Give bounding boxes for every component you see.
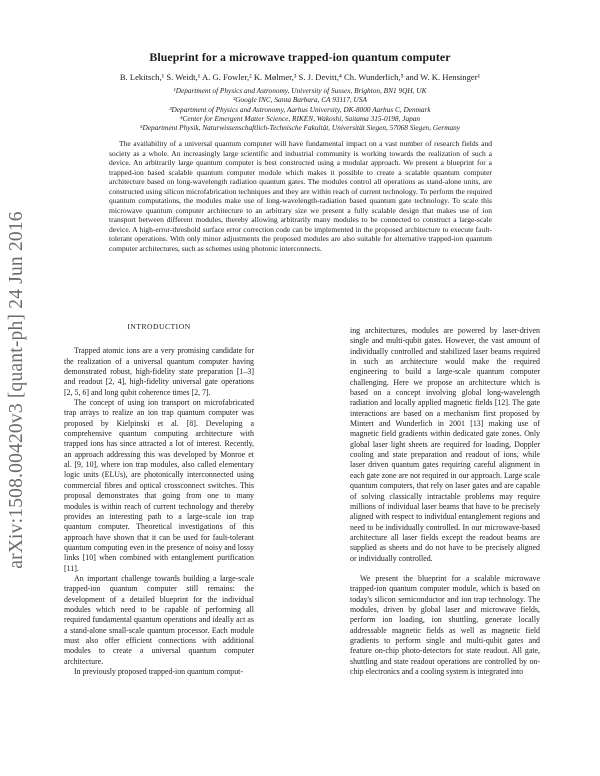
arxiv-identifier[interactable]: arXiv:1508.00420v3 [quant-ph] 24 Jun 2016 — [6, 211, 27, 569]
arxiv-identifier-margin — [2, 198, 32, 582]
abstract-text: The availability of a universal quantum computer will have fundamental impact on a vast number of research fields and society as a whole. An increasingly large scientific and industrial community is working towards the realization of such a device. An arbitrarily large quantum computer is best constructed using a modular approach. We present a blueprint for a trapped-ion based scalable quantum computer module which makes it possible to create a scalable quantum computer architecture based on long-wavelength radiation quantum gates. The modules control all operations as stand-alone units, are constructed using silicon microfabrication techniques and they are within reach of current technology. To perform the required quantum computations, the modules make use of long-wavelength-radiation based quantum gate technology. To scale this microwave quantum computer architecture to an arbitrary size we present a fully scalable design that makes use of ion transport between different modules, thereby allowing arbitrarily many modules to be connected to construct a large-scale device. A high-error-threshold surface error correction code can be implemented in the proposed architecture to execute fault-tolerant operations. With only minor adjustments the proposed modules are also suitable for alternative trapped-ion quantum computer architectures, such as schemes using photonic interconnects. — [109, 139, 492, 254]
abstract — [109, 139, 492, 254]
body-paragraph: Trapped atomic ions are a very promising candidate for the realization of a universal quantum computer having demonstrated robust, high-fidelity state preparation [1–3] and readout [2, 4], high-fidelity universal gate operations [2, 5, 6] and long qubit coherence times [2, 7]. — [64, 346, 254, 397]
body-paragraph: The concept of using ion transport on microfabricated trap arrays to realize an ion trap quantum computer was proposed by Kielpinski et al. [8]. Developing a comprehensive quantum computing architecture with trapped ions has since attracted a lot of interest. Recently, an approach addressing this was developed by Monroe et al. [9, 10], where ion trap modules, also called elementary logic units (ELUs), are photonically interconnected using commercial fibres and optical crossconnect switches. This proposal demonstrates that going from one to many modules is within reach of current technology and thereby provides an interesting path to a large-scale ion trap quantum computer. Theoretical investigations of this approach have shown that it can be used for fault-tolerant quantum computing even in the presence of noisy and lossy links [10] when combined with entanglement purification [11]. — [64, 398, 254, 573]
body-column-left — [64, 322, 254, 677]
section-heading-introduction: INTRODUCTION — [127, 322, 191, 331]
body-paragraph: ing architectures, modules are powered by laser-driven single and multi-qubit gates. However, the vast amount of individually controlled and stabilized laser beams required in such an architecture would make the required engineering to build a large-scale quantum computer challenging. Here we propose an architecture which is based on a concept involving global long-wavelength radiation and locally applied magnetic fields [12]. The gate interactions are based on a mechanism first proposed by Mintert and Wunderlich in 2001 [13] making use of magnetic field gradients within dedicated gate zones. Only global laser light sheets are required for loading, Doppler cooling and state preparation and readout of ions, while laser driven quantum gates requiring careful alignment in each gate zone are not required in our approach. Large scale quantum computers, that rely on laser gates and are capable of solving classically intractable problems may require millions of individual laser beams that have to be precisely aligned with respect to individual entanglement regions and need to be individually controlled. In our microwave-based architecture all laser fields except the readout beams are supplied as sheets and do not have to be precisely aligned or individually controlled. — [350, 326, 540, 563]
body-column-right — [350, 326, 540, 677]
body-paragraph: An important challenge towards building a large-scale trapped-ion quantum computer still remains: the development of a detailed blueprint for the individual modules which need to be capable of performing all required fundamental quantum operations and ideally act as a stand-alone small-scale quantum processor. Each module must also offer efficient connections with additional modules to create a universal quantum computer architecture. — [64, 573, 254, 666]
affiliation: ⁵Department Physik, Naturwissenschaftlich-Technische Fakultät, Universität Siegen, 57068 Siegen, Germany — [139, 123, 461, 133]
body-paragraph: In previously proposed trapped-ion quantum comput- — [74, 667, 243, 676]
affiliation: ³Department of Physics and Astronomy, Aarhus University, DK-8000 Aarhus C, Denmark — [169, 104, 431, 114]
affiliation: ⁴Center for Emergent Matter Science, RIKEN, Wakoshi, Saitama 315-0198, Japan — [179, 113, 421, 123]
paper-title: Blueprint for a microwave trapped-ion quantum computer — [149, 50, 451, 64]
body-paragraph: We present the blueprint for a scalable microwave trapped-ion quantum computer module, which is based on today's silicon semiconductor and ion trap technology. The modules, driven by global laser and microwave fields, perform ion loading, ion shuttling, generate locally addressable magnetic fields as well as magnetic field gradients to perform single and multi-qubit gates and feature on-chip photo-detectors for state readout. All gate, shuttling and state readout operations are controlled by on-chip electronics and a cooling system is integrated into — [350, 573, 540, 676]
affiliation: ¹Department of Physics and Astronomy, University of Sussex, Brighton, BN1 9QH, UK — [173, 86, 427, 95]
affiliation-list — [40, 86, 560, 132]
affiliation: ²Google INC, Santa Barbara, CA 93117, USA — [233, 95, 367, 105]
author-list: B. Lekitsch,¹ S. Weidt,¹ A. G. Fowler,² K. Mølmer,³ S. J. Devitt,⁴ Ch. Wunderlich,⁵ and W. K. Hensinger¹ — [119, 72, 481, 82]
